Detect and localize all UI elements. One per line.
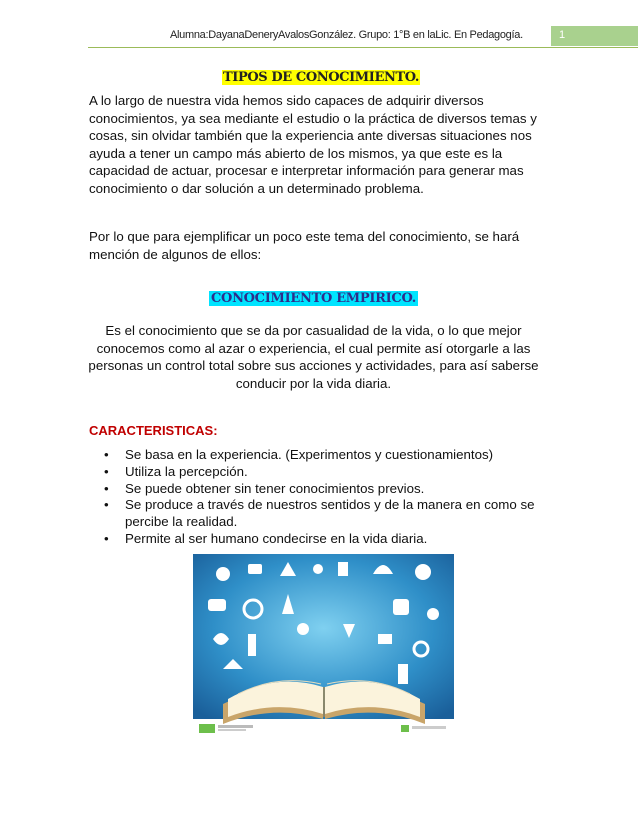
section-title-empirico: CONOCIMIENTO EMPIRICO. [211,291,416,306]
bullet-icon: • [104,530,109,546]
intro-paragraph-2: Por lo que para ejemplificar un poco este tema del conocimiento, se hará mención de algunos de ellos: [89,229,520,262]
list-item [89,497,549,531]
open-book-knowledge-illustration [193,554,454,735]
watermark-logo [199,724,215,733]
list-item-text: Permite al ser humano condecirse en la vida diaria. [125,530,428,546]
bullet-icon: • [104,480,109,496]
bullet-icon: • [104,497,109,513]
intro-paragraph: A lo largo de nuestra vida hemos sido capaces de adquirir diversos conocimientos, ya sea mediante el estudio o la práctica de diversos temas y cosas, sin olvidar también que la experiencia ante diversas situaciones nos ayuda a tener un campo más abierto de los mismos, ya que este es la capacidad de actuar, procesar e interpretar información para generar mas conocimiento o dar solución a un determinado problema. [89,93,537,196]
section-title-tipos: TIPOS DE CONOCIMIENTO. [223,70,420,85]
page-header [0,26,638,48]
list-item [89,447,549,464]
list-item [89,481,549,498]
bullet-icon: • [104,447,109,462]
empirico-paragraph: Es el conocimiento que se da por casualidad de la vida, o lo que mejor conocemos como al azar o experiencia, el cual permite así otorgarle a las personas un control total sobre sus acciones y actividades, para así saberse conducir por la vida diaria. [88,323,539,391]
header-text: Alumna:DayanaDeneryAvalosGonzález. Grupo: 1°B en laLic. En Pedagogía. [170,29,523,41]
page-number-box [551,26,638,46]
list-item-text: Se basa en la experiencia. (Experimentos y cuestionamientos) [125,447,494,462]
list-item-text: Se produce a través de nuestros sentidos y de la manera en como se percibe la realidad. [125,497,535,530]
list-item-text: Utiliza la percepción. [125,463,248,479]
header-rule [88,47,638,48]
characteristics-heading: CARACTERISTICAS: [89,423,218,438]
list-item [89,531,549,548]
list-item-text: Se puede obtener sin tener conocimientos previos. [125,480,425,496]
page-number: 1 [559,29,566,41]
characteristics-list [89,447,549,548]
book-icons-image [193,554,454,735]
bullet-icon: • [104,463,109,479]
list-item [89,464,549,481]
